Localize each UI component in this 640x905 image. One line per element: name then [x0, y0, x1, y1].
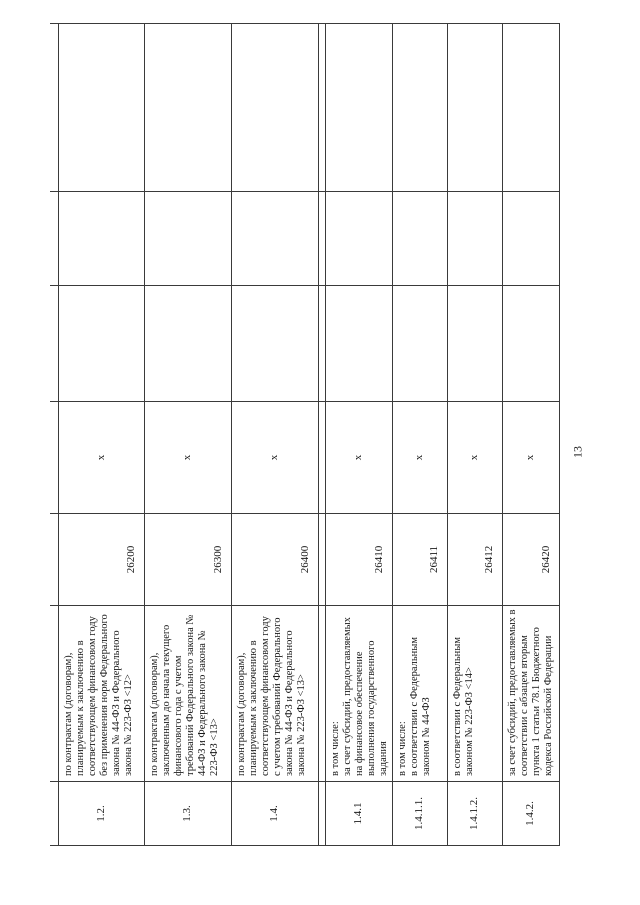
sum-cell — [325, 286, 392, 402]
row-mark: x — [392, 402, 447, 514]
code-cell — [50, 514, 58, 606]
sum-cell — [50, 24, 58, 192]
row-mark: x — [231, 402, 318, 514]
row-mark: x — [144, 402, 231, 514]
sum-cell — [325, 192, 392, 286]
sum-cell — [318, 286, 325, 402]
sum-cell — [447, 192, 502, 286]
sum-cell — [231, 286, 318, 402]
row-description: за счет субсидий, предоставляемых в соответствии с абзацем вторым пункта 1 статьи 78.1 Бюджетного кодекса Российской Федерации — [502, 606, 559, 782]
table-row — [58, 24, 144, 846]
num-cell — [318, 782, 325, 846]
row-code: 26400 — [231, 514, 318, 606]
row-description: по контрактам (договорам), планируемым к заключению в соответствующем финансовом году с учетом требований Федерального закона № 44-ФЗ и Федерального закона № 223-ФЗ <13> — [231, 606, 318, 782]
row-code: 26420 — [502, 514, 559, 606]
row-mark: x — [447, 402, 502, 514]
sum-cell — [144, 24, 231, 192]
row-number: 1.4.2. — [502, 782, 559, 846]
page-number: 13 — [570, 446, 585, 458]
row-description: в соответствии с Федеральным законом № 223-ФЗ <14> — [447, 606, 502, 782]
sum-cell — [144, 286, 231, 402]
row-mark: x — [58, 402, 144, 514]
row-description: в том числе: в соответствии с Федеральным законом № 44-ФЗ — [392, 606, 447, 782]
desc-cell — [50, 606, 58, 782]
report-table — [50, 23, 560, 846]
sum-cell — [392, 286, 447, 402]
report-table-sheet — [50, 24, 557, 846]
row-code: 26300 — [144, 514, 231, 606]
row-code: 26200 — [58, 514, 144, 606]
table-row-spacer — [50, 24, 58, 846]
table-row — [447, 24, 502, 846]
row-number: 1.4.1.2. — [447, 782, 502, 846]
num-cell — [50, 782, 58, 846]
row-description: по контрактам (договорам), планируемым к заключению в соответствующем финансовом году без применения норм Федерального закона № 44-ФЗ и Федерального закона № 223-ФЗ <12> — [58, 606, 144, 782]
row-description: в том числе: за счет субсидий, предоставляемых на финансовое обеспечение выполнения государственного задания — [325, 606, 392, 782]
sum-cell — [318, 192, 325, 286]
row-number: 1.3. — [144, 782, 231, 846]
sum-cell — [325, 24, 392, 192]
sum-cell — [50, 286, 58, 402]
table-row — [502, 24, 559, 846]
sum-cell — [50, 192, 58, 286]
sum-cell — [144, 192, 231, 286]
desc-cell — [318, 606, 325, 782]
table-row — [144, 24, 231, 846]
table-row — [231, 24, 318, 846]
row-code: 26410 — [325, 514, 392, 606]
table-row-spacer — [318, 24, 325, 846]
row-number: 1.4.1.1. — [392, 782, 447, 846]
sum-cell — [58, 286, 144, 402]
row-number: 1.4.1 — [325, 782, 392, 846]
sum-cell — [502, 192, 559, 286]
sum-cell — [231, 192, 318, 286]
row-code: 26412 — [447, 514, 502, 606]
code-cell — [318, 514, 325, 606]
sum-cell — [392, 24, 447, 192]
sum-cell — [502, 286, 559, 402]
mark-cell — [318, 402, 325, 514]
row-mark: x — [502, 402, 559, 514]
sum-cell — [447, 286, 502, 402]
sum-cell — [58, 192, 144, 286]
sum-cell — [447, 24, 502, 192]
row-code: 26411 — [392, 514, 447, 606]
sum-cell — [392, 192, 447, 286]
sum-cell — [231, 24, 318, 192]
sum-cell — [502, 24, 559, 192]
row-number: 1.2. — [58, 782, 144, 846]
table-row — [392, 24, 447, 846]
sum-cell — [318, 24, 325, 192]
row-number: 1.4. — [231, 782, 318, 846]
row-mark: x — [325, 402, 392, 514]
table-row — [325, 24, 392, 846]
row-description: по контрактам (договорам), заключенным до начала текущего финансового года с учетом требований Федерального закона № 44-ФЗ и Федерального закона № 223-ФЗ <13> — [144, 606, 231, 782]
mark-cell — [50, 402, 58, 514]
sum-cell — [58, 24, 144, 192]
